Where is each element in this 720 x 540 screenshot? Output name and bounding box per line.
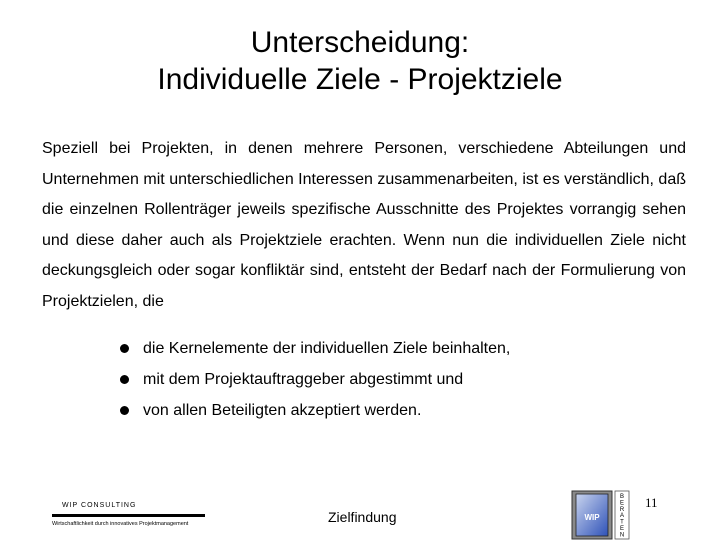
title-line-1: Unterscheidung:: [250, 26, 470, 59]
bullet-item: [120, 395, 510, 426]
page-number: 11: [645, 495, 658, 510]
footer-slogan: Wirtschaftlichkeit durch innovatives Projektmanagement: [52, 521, 189, 527]
bullet-text: die Kernelemente der individuellen Ziele beinhalten,: [143, 340, 511, 357]
bullet-item: [120, 364, 510, 395]
logo-letter: R: [619, 506, 625, 513]
slide-title: [0, 24, 720, 98]
bullet-dot-icon: [120, 406, 129, 415]
footer-divider: [52, 514, 205, 517]
logo-letter: N: [619, 532, 625, 539]
logo-letter: T: [620, 519, 624, 526]
company-logo-icon: [571, 489, 631, 540]
logo-letter: A: [619, 513, 625, 520]
logo-letter: E: [619, 500, 625, 507]
bullet-list: [120, 333, 510, 426]
logo-text: WIP: [584, 513, 600, 522]
bullet-dot-icon: [120, 375, 129, 384]
body-paragraph: Speziell bei Projekten, in denen mehrere Personen, verschiedene Abteilungen und Unternehmen mit unterschiedlichen Interessen zusammenarbeiten, ist es verständlich, daß die einzelnen Rollenträger jeweils spezifische Ausschnitte des Projektes vorrangig sehen und diese daher auch als Projektziele erachten. Wenn nun die individuellen Ziele nicht deckungsgleich oder sogar konfliktär sind, entsteht der Bedarf nach der Formulierung von Projektzielen, die: [42, 140, 686, 310]
logo-letter: B: [619, 494, 625, 500]
bullet-dot-icon: [120, 344, 129, 353]
bullet-item: [120, 333, 510, 364]
footer-topic: Zielfindung: [328, 509, 397, 525]
bullet-text: mit dem Projektauftraggeber abgestimmt und: [143, 371, 464, 388]
logo-letter: E: [619, 526, 625, 532]
footer-company-name: WIP CONSULTING: [62, 502, 137, 509]
title-line-2: Individuelle Ziele - Projektziele: [157, 63, 563, 96]
bullet-text: von allen Beteiligten akzeptiert werden.: [143, 402, 422, 419]
